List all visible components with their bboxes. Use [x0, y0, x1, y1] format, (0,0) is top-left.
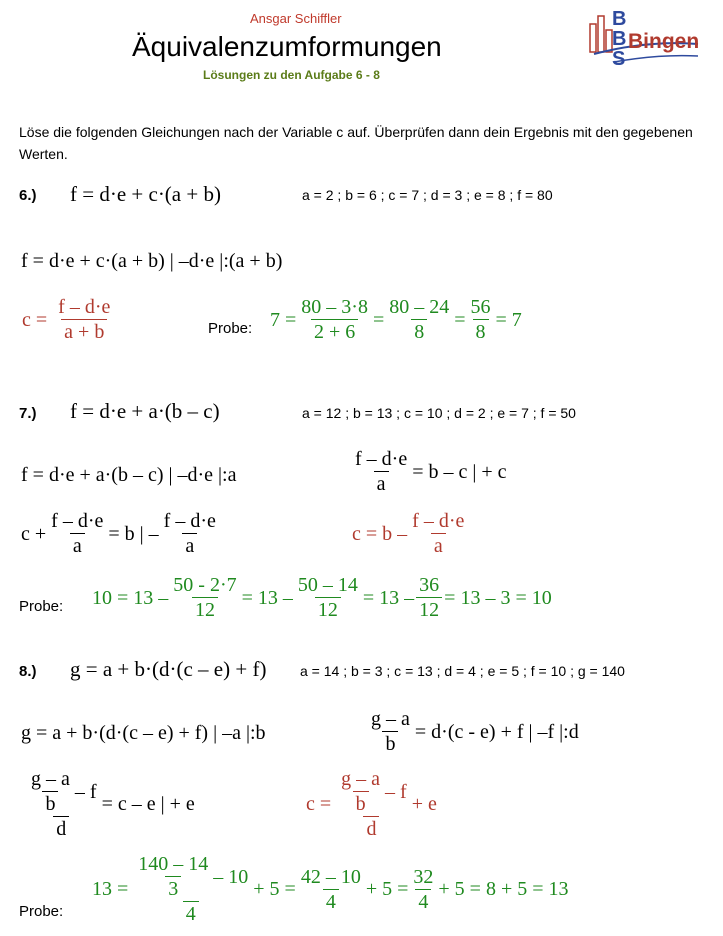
- fraction-numerator: 56: [470, 296, 491, 318]
- fraction-denominator: a: [374, 471, 389, 496]
- task-8-check: [92, 853, 569, 926]
- task-8-check-plus-5-b: + 5 =: [365, 878, 409, 900]
- fraction-numerator: [130, 853, 251, 901]
- equals-sign: =: [454, 308, 466, 331]
- task-8-step1: g = a + b·(d·(c – e) + f) | –a |:b: [21, 722, 266, 744]
- task-6-equation: f = d·e + c·(a + b): [70, 182, 221, 206]
- task-6-check-fraction-1: [298, 296, 371, 344]
- fraction-numerator: [23, 768, 100, 816]
- task-7-check-lhs: 10 = 13 –: [92, 586, 169, 609]
- task-6-number: 6.): [19, 187, 37, 204]
- fraction-numerator: f – d·e: [412, 510, 465, 532]
- task-7-check-fraction-1: [170, 574, 239, 622]
- task-6-solution: [22, 296, 115, 344]
- task-7-step3-fraction-2: [161, 510, 219, 558]
- task-8-check-plus-5-a: + 5 =: [253, 878, 296, 900]
- task-8-solution-minus-f: – f: [385, 780, 407, 803]
- fraction-denominator: 8: [473, 319, 489, 344]
- fraction-denominator: b: [353, 791, 369, 816]
- equals-sign: =: [372, 308, 385, 331]
- task-7-check: [92, 574, 552, 622]
- task-7-step2-rest: = b – c | + c: [412, 460, 507, 483]
- fraction-numerator: g – a: [371, 708, 410, 730]
- task-8-step3-minus-f: – f: [74, 780, 97, 803]
- task-7-values: a = 12 ; b = 13 ; c = 10 ; d = 2 ; e = 7 ; f = 50: [302, 405, 576, 421]
- logo-word: Bingen: [628, 30, 700, 53]
- task-8-check-fraction-2: [298, 866, 364, 914]
- fraction-denominator: a: [431, 533, 446, 558]
- task-8-step3-fraction: [23, 768, 100, 841]
- task-7-step3: [21, 510, 221, 558]
- task-7-probe-label: Probe:: [19, 598, 64, 615]
- task-7-check-fraction-3: [416, 574, 442, 622]
- page-title: Äquivalenzumformungen: [132, 31, 442, 62]
- task-7-step3-mid: = b | –: [108, 522, 159, 545]
- task-8-step2: [366, 708, 579, 756]
- intro-text: Löse die folgenden Gleichungen nach der Variable c auf. Überprüfen dann dein Ergebnis mit den gegebenen Werten.: [19, 124, 693, 162]
- task-7-number: 7.): [19, 405, 37, 422]
- fraction-numerator: f – d·e: [51, 510, 104, 532]
- fraction-denominator: 12: [315, 597, 341, 622]
- task-8-values: a = 14 ; b = 3 ; c = 13 ; d = 4 ; e = 5 ; f = 10 ; g = 140: [300, 663, 625, 679]
- fraction-numerator: g – a: [31, 768, 70, 790]
- task-8-probe-label: Probe:: [19, 903, 64, 920]
- fraction-denominator: d: [363, 816, 379, 841]
- fraction-denominator: 4: [183, 901, 199, 926]
- task-8-solution-lhs: c =: [306, 793, 332, 815]
- task-7-check-fraction-2: [295, 574, 361, 622]
- fraction-numerator: f – d·e: [58, 296, 111, 318]
- page-subtitle: Lösungen zu den Aufgabe 6 - 8: [203, 68, 380, 82]
- task-8-check-inner-fraction: [135, 853, 211, 901]
- fraction-numerator: f – d·e: [163, 510, 216, 532]
- fraction-numerator: 42 – 10: [300, 865, 361, 888]
- task-7-check-result: = 13 – 3 = 10: [444, 586, 552, 609]
- task-8-step3-inner-fraction: [28, 768, 73, 816]
- task-8-solution-plus-e: + e: [411, 793, 437, 815]
- fraction-numerator: 50 – 14: [297, 574, 358, 596]
- fraction-numerator: 140 – 14: [138, 853, 209, 875]
- fraction-numerator: 80 – 24: [389, 296, 450, 318]
- task-8-check-fraction-3: [410, 866, 436, 914]
- task-7-step3-pre: c +: [21, 522, 47, 545]
- fraction-numerator: 50 - 2·7: [173, 574, 237, 596]
- task-7-check-step-3-pre: = 13 –: [362, 586, 415, 609]
- fraction-denominator: 12: [192, 597, 218, 622]
- task-6-probe-label: Probe:: [208, 320, 253, 337]
- fraction-denominator: 3: [165, 876, 181, 901]
- fraction-numerator: f – d·e: [355, 448, 408, 470]
- task-8-step2-rest: = d·(c - e) + f | –f |:d: [414, 720, 579, 743]
- fraction-numerator: [333, 768, 410, 816]
- task-7-step3-fraction: [48, 510, 106, 558]
- fraction-denominator: b: [382, 731, 398, 756]
- task-8-check-fraction-1: [130, 853, 251, 926]
- task-8-equation: g = a + b·(d·(c – e) + f): [70, 657, 267, 681]
- task-8-check-lhs: 13 =: [92, 878, 129, 900]
- fraction-denominator: b: [42, 791, 58, 816]
- task-8-solution-inner-fraction: [338, 768, 383, 816]
- fraction-denominator: a: [70, 533, 85, 558]
- task-6-solution-lhs: c =: [22, 308, 48, 331]
- task-7-step2-fraction: [352, 448, 410, 496]
- author-name: Ansgar Schiffler: [250, 11, 342, 26]
- fraction-numerator: 80 – 3·8: [301, 296, 368, 318]
- fraction-denominator: d: [53, 816, 69, 841]
- fraction-denominator: 8: [411, 319, 427, 344]
- task-6-check-lhs: 7 =: [270, 308, 297, 331]
- logo-letter-s: S: [612, 48, 626, 70]
- task-7-solution: [352, 510, 469, 558]
- task-7-solution-lhs: c = b –: [352, 522, 408, 545]
- task-8-step3-rest: = c – e | + e: [101, 793, 195, 815]
- task-7-step2: [350, 448, 507, 496]
- task-6-check: [270, 296, 522, 344]
- logo-letter-b1: B: [612, 8, 627, 30]
- task-6-values: a = 2 ; b = 6 ; c = 7 ; d = 3 ; e = 8 ; f = 80: [302, 187, 553, 203]
- task-8-number: 8.): [19, 663, 37, 680]
- task-7-solution-fraction: [409, 510, 467, 558]
- fraction-numerator: 36: [419, 574, 440, 596]
- task-6-check-result: = 7: [495, 308, 522, 331]
- task-8-solution-fraction: [333, 768, 410, 841]
- logo-letter-b2: B: [612, 28, 627, 50]
- task-7-step1: f = d·e + a·(b – c) | –d·e |:a: [21, 464, 237, 486]
- fraction-numerator: g – a: [341, 768, 381, 790]
- task-8-solution: [306, 768, 437, 841]
- bbs-bingen-logo: [588, 10, 700, 72]
- task-7-check-step-2-pre: = 13 –: [241, 586, 293, 609]
- fraction-denominator: 2 + 6: [311, 319, 358, 344]
- fraction-denominator: 12: [416, 597, 442, 622]
- fraction-denominator: 4: [415, 889, 431, 914]
- task-8-step3: [21, 768, 195, 841]
- task-6-solution-fraction: [55, 296, 113, 344]
- task-6-check-fraction-3: [468, 296, 494, 344]
- fraction-denominator: a + b: [61, 319, 107, 344]
- task-8-step2-fraction: [368, 708, 413, 756]
- fraction-numerator: 32: [413, 865, 434, 888]
- task-8-check-result: + 5 = 8 + 5 = 13: [438, 878, 569, 900]
- task-6-check-fraction-2: [386, 296, 452, 344]
- task-8-check-minus-10: – 10: [213, 865, 249, 888]
- fraction-denominator: a: [182, 533, 197, 558]
- task-7-equation: f = d·e + a·(b – c): [70, 399, 220, 423]
- task-6-step1: f = d·e + c·(a + b) | –d·e |:(a + b): [21, 250, 283, 272]
- fraction-denominator: 4: [323, 889, 339, 914]
